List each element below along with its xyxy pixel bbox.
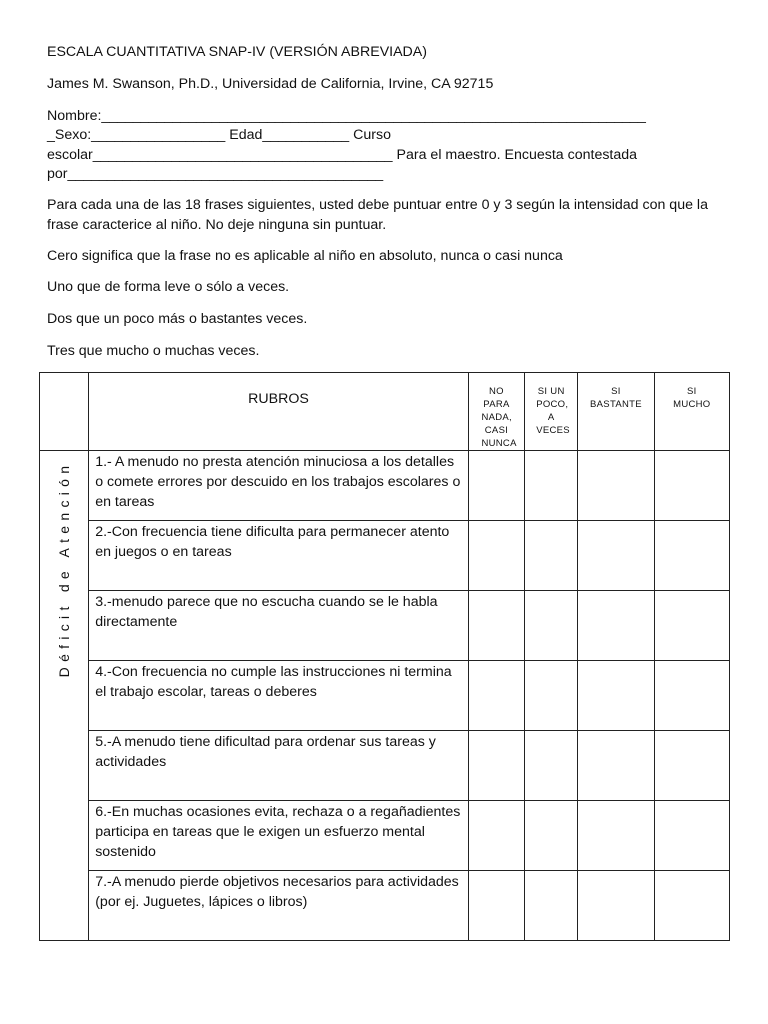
rating-cell[interactable]	[654, 591, 729, 661]
option-label: SI UN POCO, A VECES	[536, 386, 570, 436]
item-text: 7.-A menudo pierde objetivos necesarios para actividades (por ej. Juguetes, lápices o libros)	[89, 871, 469, 941]
rating-cell[interactable]	[525, 871, 578, 941]
rating-cell[interactable]	[525, 731, 578, 801]
rating-cell[interactable]	[654, 451, 729, 521]
rating-cell[interactable]	[468, 451, 524, 521]
rating-cell[interactable]	[578, 871, 654, 941]
rating-cell[interactable]	[468, 661, 524, 731]
rating-cell[interactable]	[654, 731, 729, 801]
option-label: NO PARA NADA, CASI NUNCA	[481, 386, 517, 449]
instruction-zero: Cero significa que la frase no es aplicable al niño en absoluto, nunca o casi nunca	[47, 248, 563, 264]
rating-cell[interactable]	[468, 801, 524, 871]
option-header-quite	[578, 373, 654, 451]
rating-cell[interactable]	[654, 801, 729, 871]
instruction-three: Tres que mucho o muchas veces.	[47, 343, 260, 359]
rating-cell[interactable]	[654, 521, 729, 591]
section-side-cell	[40, 451, 89, 941]
rating-cell[interactable]	[525, 591, 578, 661]
sex-age-course-line: _Sexo:_________________ Edad___________ Curso	[47, 127, 391, 143]
rating-cell[interactable]	[578, 661, 654, 731]
option-header-sometimes	[525, 373, 578, 451]
rating-cell[interactable]	[525, 661, 578, 731]
table-header-row	[40, 373, 730, 451]
rating-cell[interactable]	[468, 871, 524, 941]
table-row	[40, 801, 730, 871]
rating-cell[interactable]	[525, 521, 578, 591]
rating-cell[interactable]	[525, 451, 578, 521]
item-text: 3.-menudo parece que no escucha cuando se le habla directamente	[89, 591, 469, 661]
table-row	[40, 661, 730, 731]
rating-cell[interactable]	[468, 731, 524, 801]
item-text: 2.-Con frecuencia tiene dificulta para permanecer atento en juegos o en tareas	[89, 521, 469, 591]
name-field-line: Nombre:_____________________________________________________________________	[47, 108, 646, 124]
item-text: 6.-En muchas ocasiones evita, rechaza o a regañadientes participa en tareas que le exigen un esfuerzo mental sostenido	[89, 801, 469, 871]
rating-cell[interactable]	[578, 801, 654, 871]
rating-cell[interactable]	[578, 521, 654, 591]
table-row	[40, 591, 730, 661]
rating-cell[interactable]	[578, 591, 654, 661]
instruction-one: Uno que de forma leve o sólo a veces.	[47, 279, 290, 295]
item-text: 4.-Con frecuencia no cumple las instrucciones ni termina el trabajo escolar, tareas o deberes	[89, 661, 469, 731]
table-row	[40, 521, 730, 591]
option-header-much	[654, 373, 729, 451]
corner-cell	[40, 373, 89, 451]
rating-cell[interactable]	[654, 661, 729, 731]
option-label: SI BASTANTE	[590, 386, 642, 410]
rating-cell[interactable]	[654, 871, 729, 941]
answered-by-line: por________________________________________	[47, 166, 384, 182]
document-title: ESCALA CUANTITATIVA SNAP-IV (VERSIÓN ABREVIADA)	[47, 44, 427, 60]
instructions-intro: Para cada una de las 18 frases siguientes, usted debe puntuar entre 0 y 3 según la intensidad con que la frase caracterice al niño. No deje ninguna sin puntuar.	[47, 197, 708, 233]
instruction-two: Dos que un poco más o bastantes veces.	[47, 311, 308, 327]
rubros-header: RUBROS	[89, 373, 469, 451]
option-header-never	[468, 373, 524, 451]
item-text: 1.- A menudo no presta atención minuciosa a los detalles o comete errores por descuido en los trabajos escolares o en tareas	[89, 451, 469, 521]
table-row	[40, 451, 730, 521]
table-row	[40, 871, 730, 941]
option-label: SI MUCHO	[673, 386, 711, 410]
rating-cell[interactable]	[578, 451, 654, 521]
rating-cell[interactable]	[468, 591, 524, 661]
table-row	[40, 731, 730, 801]
author-line: James M. Swanson, Ph.D., Universidad de California, Irvine, CA 92715	[47, 76, 494, 92]
rating-table	[39, 372, 730, 941]
school-teacher-line: escolar______________________________________ Para el maestro. Encuesta contestada	[47, 147, 638, 163]
rating-cell[interactable]	[578, 731, 654, 801]
rating-cell[interactable]	[525, 801, 578, 871]
rating-cell[interactable]	[468, 521, 524, 591]
section-label: Déficit de Atención	[56, 460, 72, 678]
item-text: 5.-A menudo tiene dificultad para ordenar sus tareas y actividades	[89, 731, 469, 801]
